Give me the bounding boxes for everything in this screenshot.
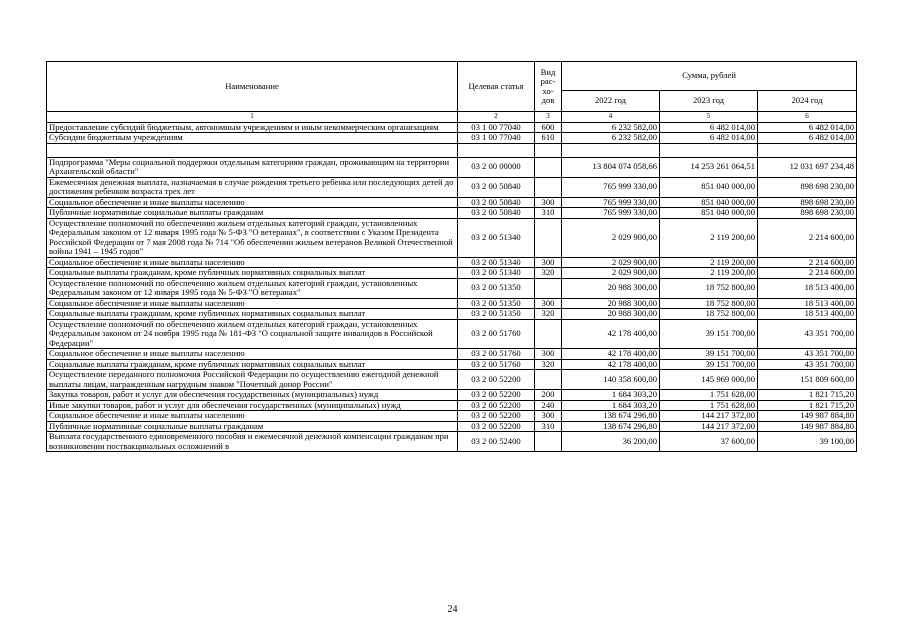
spacer-cell xyxy=(47,143,458,157)
row-expense-type: 300 xyxy=(535,349,562,360)
row-sum-2024: 39 100,00 xyxy=(758,432,857,452)
row-sum-2023: 39 151 700,00 xyxy=(660,349,758,360)
page-number: 24 xyxy=(447,604,458,615)
table-row xyxy=(47,432,857,452)
row-sum-2023: 6 482 014,00 xyxy=(660,122,758,133)
row-sum-2023: 18 752 800,00 xyxy=(660,278,758,298)
row-sum-2024: 2 214 600,00 xyxy=(758,218,857,257)
row-sum-2023: 39 151 700,00 xyxy=(660,359,758,370)
row-sum-2024: 18 513 400,00 xyxy=(758,278,857,298)
row-sum-2022: 20 988 300,00 xyxy=(562,309,660,320)
row-name: Социальные выплаты гражданам, кроме публичных нормативных социальных выплат xyxy=(47,359,458,370)
row-sum-2024: 2 214 600,00 xyxy=(758,268,857,279)
row-code: 03 2 00 50840 xyxy=(458,177,535,197)
row-sum-2024: 898 698 230,00 xyxy=(758,208,857,219)
row-code: 03 2 00 51350 xyxy=(458,298,535,309)
table-row xyxy=(47,390,857,401)
row-name: Субсидии бюджетным учреждениям xyxy=(47,133,458,144)
row-expense-type xyxy=(535,218,562,257)
row-sum-2022: 6 232 582,00 xyxy=(562,133,660,144)
row-expense-type xyxy=(535,278,562,298)
row-sum-2024: 898 698 230,00 xyxy=(758,197,857,208)
row-sum-2022: 20 988 300,00 xyxy=(562,298,660,309)
row-code: 03 2 00 51350 xyxy=(458,309,535,320)
table-row xyxy=(47,133,857,144)
header-year-2024: 2024 год xyxy=(758,91,857,112)
spacer-cell xyxy=(562,143,660,157)
row-sum-2024: 12 031 697 234,48 xyxy=(758,157,857,177)
row-sum-2023: 851 040 000,00 xyxy=(660,197,758,208)
row-name: Предоставление субсидий бюджетным, автономным учреждениям и иным некоммерческим организациям xyxy=(47,122,458,133)
spacer-row xyxy=(47,143,857,157)
row-sum-2022: 6 232 582,00 xyxy=(562,122,660,133)
table-row xyxy=(47,268,857,279)
row-name: Закупка товаров, работ и услуг для обеспечения государственных (муниципальных) нужд xyxy=(47,390,458,401)
row-sum-2023: 37 600,00 xyxy=(660,432,758,452)
header-year-2023: 2023 год xyxy=(660,91,758,112)
row-name: Осуществление полномочий по обеспечению жильем отдельных категорий граждан, установленных Федеральным законом от 12 января 1995 года № 5-ФЗ "О ветеранах" xyxy=(47,278,458,298)
row-sum-2023: 14 253 261 064,51 xyxy=(660,157,758,177)
header-target-article: Целевая статья xyxy=(458,62,535,112)
row-sum-2022: 2 029 900,00 xyxy=(562,218,660,257)
row-name: Публичные нормативные социальные выплаты гражданам xyxy=(47,421,458,432)
row-code: 03 2 00 51760 xyxy=(458,359,535,370)
spacer-cell xyxy=(758,143,857,157)
row-expense-type: 600 xyxy=(535,122,562,133)
table-row xyxy=(47,309,857,320)
row-sum-2022: 1 684 303,20 xyxy=(562,400,660,411)
row-sum-2024: 18 513 400,00 xyxy=(758,309,857,320)
table-row xyxy=(47,122,857,133)
row-expense-type xyxy=(535,319,562,349)
row-expense-type: 200 xyxy=(535,390,562,401)
row-name: Иные закупки товаров, работ и услуг для обеспечения государственных (муниципальных) нужд xyxy=(47,400,458,411)
table-row xyxy=(47,370,857,390)
row-sum-2022: 765 999 330,00 xyxy=(562,208,660,219)
header-expense-type: Вид рас-хо-дов xyxy=(535,62,562,112)
table-row xyxy=(47,400,857,411)
row-expense-type: 240 xyxy=(535,400,562,411)
row-sum-2024: 149 987 884,80 xyxy=(758,421,857,432)
row-sum-2023: 851 040 000,00 xyxy=(660,177,758,197)
row-name: Выплата государственного единовременного пособия и ежемесячной денежной компенсации гражданам при возникновении поствакцинальных осложнений в xyxy=(47,432,458,452)
row-sum-2024: 43 351 700,00 xyxy=(758,349,857,360)
row-sum-2022: 138 674 296,80 xyxy=(562,411,660,422)
row-sum-2022: 20 988 300,00 xyxy=(562,278,660,298)
row-sum-2024: 1 821 715,20 xyxy=(758,400,857,411)
row-sum-2022: 42 178 400,00 xyxy=(562,319,660,349)
header-sum: Сумма, рублей xyxy=(562,62,857,91)
spacer-cell xyxy=(535,143,562,157)
row-sum-2024: 898 698 230,00 xyxy=(758,177,857,197)
table-row xyxy=(47,298,857,309)
row-sum-2022: 2 029 900,00 xyxy=(562,268,660,279)
row-name: Социальное обеспечение и иные выплаты населению xyxy=(47,298,458,309)
row-code: 03 2 00 51340 xyxy=(458,218,535,257)
row-expense-type: 320 xyxy=(535,359,562,370)
table-row xyxy=(47,257,857,268)
row-sum-2024: 2 214 600,00 xyxy=(758,257,857,268)
row-name: Ежемесячная денежная выплата, назначаемая в случае рождения третьего ребенка или последующих детей до достижения ребенком возраста трех лет xyxy=(47,177,458,197)
table-row xyxy=(47,319,857,349)
column-index: 6 xyxy=(758,112,857,123)
row-sum-2024: 18 513 400,00 xyxy=(758,298,857,309)
row-sum-2024: 6 482 014,00 xyxy=(758,122,857,133)
row-name: Социальное обеспечение и иные выплаты населению xyxy=(47,349,458,360)
row-sum-2022: 765 999 330,00 xyxy=(562,177,660,197)
row-code: 03 2 00 52200 xyxy=(458,411,535,422)
row-sum-2023: 145 969 000,00 xyxy=(660,370,758,390)
row-name: Социальные выплаты гражданам, кроме публичных нормативных социальных выплат xyxy=(47,309,458,320)
row-sum-2024: 6 482 014,00 xyxy=(758,133,857,144)
row-expense-type xyxy=(535,157,562,177)
header-name: Наименование xyxy=(47,62,458,112)
subprogram-row xyxy=(47,157,857,177)
column-index: 3 xyxy=(535,112,562,123)
row-name: Осуществление переданного полномочия Российской Федерации по осуществлению ежегодной денежной выплаты лицам, награжденным нагрудным знаком "Почетный донор России" xyxy=(47,370,458,390)
row-sum-2023: 1 751 628,00 xyxy=(660,390,758,401)
row-sum-2024: 1 821 715,20 xyxy=(758,390,857,401)
table-row xyxy=(47,421,857,432)
row-code: 03 2 00 50840 xyxy=(458,208,535,219)
row-code: 03 2 00 52400 xyxy=(458,432,535,452)
row-sum-2022: 138 674 296,80 xyxy=(562,421,660,432)
table-row xyxy=(47,208,857,219)
column-index: 4 xyxy=(562,112,660,123)
table-row xyxy=(47,197,857,208)
row-code: 03 2 00 52200 xyxy=(458,370,535,390)
row-expense-type: 310 xyxy=(535,421,562,432)
row-expense-type: 320 xyxy=(535,268,562,279)
row-sum-2022: 42 178 400,00 xyxy=(562,349,660,360)
row-code: 03 2 00 51350 xyxy=(458,278,535,298)
table-index-row xyxy=(47,112,857,123)
row-code: 03 1 00 77040 xyxy=(458,133,535,144)
row-code: 03 2 00 00000 xyxy=(458,157,535,177)
row-sum-2024: 43 351 700,00 xyxy=(758,359,857,370)
row-name: Социальное обеспечение и иные выплаты населению xyxy=(47,257,458,268)
table-row xyxy=(47,411,857,422)
row-sum-2023: 18 752 800,00 xyxy=(660,309,758,320)
row-sum-2023: 851 040 000,00 xyxy=(660,208,758,219)
column-index: 5 xyxy=(660,112,758,123)
row-code: 03 2 00 50840 xyxy=(458,197,535,208)
header-year-2022: 2022 год xyxy=(562,91,660,112)
row-expense-type: 320 xyxy=(535,309,562,320)
row-sum-2024: 151 809 600,00 xyxy=(758,370,857,390)
row-expense-type: 300 xyxy=(535,411,562,422)
table-row xyxy=(47,218,857,257)
row-name: Осуществление полномочий по обеспечению жильем отдельных категорий граждан, установленных Федеральным законом от 24 ноября 1995 года № 181-ФЗ "О социальной защите инвалидов в Российской Федерации" xyxy=(47,319,458,349)
row-sum-2024: 43 351 700,00 xyxy=(758,319,857,349)
row-code: 03 1 00 77040 xyxy=(458,122,535,133)
table-row xyxy=(47,177,857,197)
column-index: 2 xyxy=(458,112,535,123)
row-expense-type: 610 xyxy=(535,133,562,144)
row-sum-2023: 2 119 200,00 xyxy=(660,257,758,268)
row-name: Социальное обеспечение и иные выплаты населению xyxy=(47,197,458,208)
row-expense-type: 300 xyxy=(535,197,562,208)
row-expense-type: 300 xyxy=(535,298,562,309)
row-sum-2022: 2 029 900,00 xyxy=(562,257,660,268)
row-sum-2022: 140 358 600,00 xyxy=(562,370,660,390)
row-name: Социальные выплаты гражданам, кроме публичных нормативных социальных выплат xyxy=(47,268,458,279)
row-sum-2023: 39 151 700,00 xyxy=(660,319,758,349)
row-sum-2023: 2 119 200,00 xyxy=(660,268,758,279)
row-sum-2023: 144 217 372,00 xyxy=(660,421,758,432)
row-code: 03 2 00 52200 xyxy=(458,421,535,432)
spacer-cell xyxy=(458,143,535,157)
row-expense-type: 300 xyxy=(535,257,562,268)
row-name: Подпрограмма "Меры социальной поддержки отдельным категориям граждан, проживающим на территории Архангельской области" xyxy=(47,157,458,177)
budget-table xyxy=(46,61,857,452)
row-sum-2022: 765 999 330,00 xyxy=(562,197,660,208)
row-sum-2023: 1 751 628,00 xyxy=(660,400,758,411)
row-sum-2022: 36 200,00 xyxy=(562,432,660,452)
table-row xyxy=(47,359,857,370)
row-expense-type xyxy=(535,370,562,390)
row-code: 03 2 00 51760 xyxy=(458,319,535,349)
row-expense-type: 310 xyxy=(535,208,562,219)
row-code: 03 2 00 51340 xyxy=(458,257,535,268)
row-sum-2023: 18 752 800,00 xyxy=(660,298,758,309)
row-name: Осуществление полномочий по обеспечению жильем отдельных категорий граждан, установленных Федеральным законом от 12 января 1995 года № 5-ФЗ "О ветеранах", в соответствии с Указом Президента Российской Федерации от 7 мая 2008 года № 714 "Об обеспечении жильем ветеранов Великой Отечественной войны 1941 – 1945 годов" xyxy=(47,218,458,257)
row-sum-2024: 149 987 884,80 xyxy=(758,411,857,422)
row-sum-2022: 13 804 074 058,66 xyxy=(562,157,660,177)
row-expense-type xyxy=(535,177,562,197)
row-code: 03 2 00 51340 xyxy=(458,268,535,279)
row-code: 03 2 00 52200 xyxy=(458,390,535,401)
row-sum-2023: 6 482 014,00 xyxy=(660,133,758,144)
row-sum-2022: 1 684 303,20 xyxy=(562,390,660,401)
table-row xyxy=(47,278,857,298)
row-code: 03 2 00 52200 xyxy=(458,400,535,411)
row-sum-2023: 144 217 372,00 xyxy=(660,411,758,422)
spacer-cell xyxy=(660,143,758,157)
row-name: Публичные нормативные социальные выплаты гражданам xyxy=(47,208,458,219)
row-sum-2022: 42 178 400,00 xyxy=(562,359,660,370)
column-index: 1 xyxy=(47,112,458,123)
table-header-row xyxy=(47,62,857,91)
table-row xyxy=(47,349,857,360)
row-name: Социальное обеспечение и иные выплаты населению xyxy=(47,411,458,422)
row-code: 03 2 00 51760 xyxy=(458,349,535,360)
row-sum-2023: 2 119 200,00 xyxy=(660,218,758,257)
row-expense-type xyxy=(535,432,562,452)
